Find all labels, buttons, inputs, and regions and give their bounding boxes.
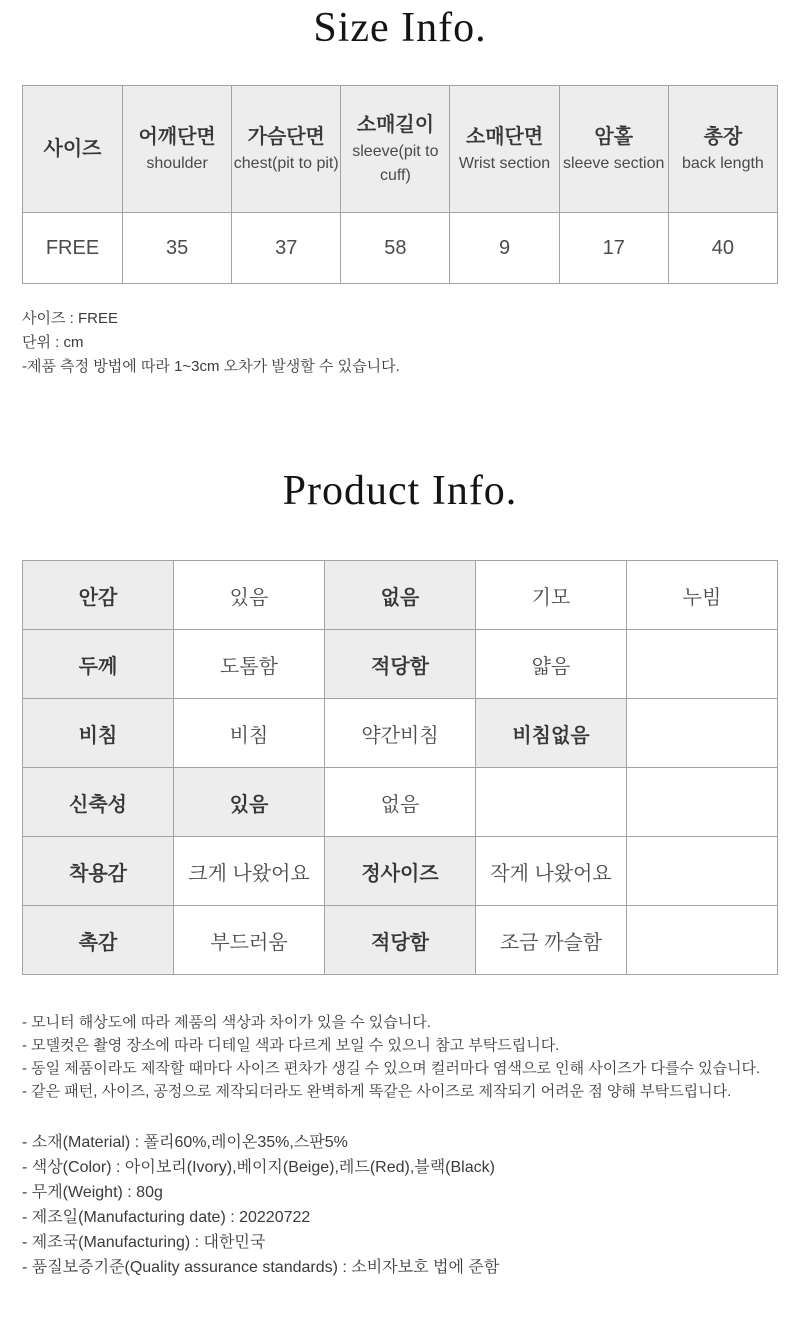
- size-header-korean: 어깨단면: [138, 126, 216, 148]
- size-header-cell: [23, 86, 123, 213]
- product-option-cell: 크게 나왔어요: [174, 837, 325, 906]
- product-option-cell: 누빔: [627, 561, 778, 630]
- product-option-cell: 있음: [174, 768, 325, 837]
- size-note-line: 단위 : cm: [22, 334, 84, 351]
- size-header-korean: 소매단면: [465, 126, 544, 148]
- size-note-line: -제품 측정 방법에 따라 1~3cm 오차가 발생할 수 있습니다.: [22, 358, 400, 375]
- product-option-cell: 도톰함: [174, 630, 325, 699]
- product-table-row: [23, 768, 778, 837]
- size-header-korean: 사이즈: [43, 138, 102, 160]
- care-note-line: - 같은 패턴, 사이즈, 공정으로 제작되더라도 완벽하게 똑같은 사이즈로 제작되기 어려운 점 양해 부탁드립니다.: [22, 1083, 732, 1100]
- product-table-row: [23, 906, 778, 975]
- detail-line-material: - 소재(Material) : 폴리60%,레이온35%,스판5%: [22, 1134, 348, 1151]
- product-table: [22, 560, 778, 975]
- product-option-cell: [627, 837, 778, 906]
- size-note-line: 사이즈 : FREE: [22, 310, 118, 327]
- product-option-cell: 약간비침: [325, 699, 476, 768]
- size-value-cell: 40: [668, 213, 777, 284]
- size-header-korean: 가슴단면: [247, 126, 325, 148]
- size-table: [22, 85, 778, 284]
- size-header-cell: [341, 86, 450, 213]
- size-header-english: back length: [681, 155, 764, 172]
- product-option-cell: 얇음: [476, 630, 627, 699]
- care-note-line: - 모니터 해상도에 따라 제품의 색상과 차이가 있을 수 있습니다.: [22, 1014, 431, 1031]
- size-value-cell: 37: [232, 213, 341, 284]
- size-table-value-row: [23, 213, 778, 284]
- detail-line-manufacturing-country: - 제조국(Manufacturing) : 대한민국: [22, 1234, 266, 1251]
- product-table-row: [23, 699, 778, 768]
- size-header-cell: [559, 86, 668, 213]
- product-table-row: [23, 561, 778, 630]
- size-value-cell: 35: [123, 213, 232, 284]
- product-option-cell: 있음: [174, 561, 325, 630]
- care-notes: [22, 1011, 778, 1103]
- size-header-english: sleeve section: [563, 155, 665, 172]
- product-option-cell: 비침없음: [476, 699, 627, 768]
- product-option-cell: [627, 630, 778, 699]
- size-value-cell: 17: [559, 213, 668, 284]
- detail-line-manufacturing-date: - 제조일(Manufacturing date) : 20220722: [22, 1209, 311, 1226]
- product-option-cell: [476, 768, 627, 837]
- product-option-cell: 조금 까슬함: [476, 906, 627, 975]
- product-detail-list: [22, 1130, 778, 1280]
- product-option-cell: [627, 906, 778, 975]
- size-header-cell: [450, 86, 559, 213]
- size-header-korean: 소매길이: [356, 114, 435, 136]
- product-row-label: 신축성: [23, 768, 174, 837]
- product-option-cell: 적당함: [325, 630, 476, 699]
- detail-line-quality-standard: - 품질보증기준(Quality assurance standards) : 소비자보호 법에 준함: [22, 1259, 500, 1276]
- care-note-line: - 동일 제품이라도 제작할 때마다 사이즈 편차가 생길 수 있으며 컬러마다 염색으로 인해 사이즈가 다를수 있습니다.: [22, 1060, 761, 1077]
- product-option-cell: [627, 768, 778, 837]
- product-option-cell: 작게 나왔어요: [476, 837, 627, 906]
- product-table-row: [23, 837, 778, 906]
- product-table-row: [23, 630, 778, 699]
- product-option-cell: 비침: [174, 699, 325, 768]
- size-header-english: shoulder: [146, 155, 208, 172]
- size-info-title: Size Info.: [313, 5, 487, 51]
- size-value-cell: 58: [341, 213, 450, 284]
- size-header-korean: 암홀: [594, 126, 634, 148]
- size-header-english: chest(pit to pit): [233, 155, 339, 172]
- size-value-cell: 9: [450, 213, 559, 284]
- detail-line-color: - 색상(Color) : 아이보리(Ivory),베이지(Beige),레드(Red),블랙(Black): [22, 1159, 495, 1176]
- size-header-english: sleeve(pit to cuff): [352, 143, 439, 184]
- product-option-cell: 기모: [476, 561, 627, 630]
- product-option-cell: 없음: [325, 561, 476, 630]
- size-notes: [22, 307, 778, 379]
- size-table-header-row: [23, 86, 778, 213]
- size-value-cell: FREE: [23, 213, 123, 284]
- size-header-english: Wrist section: [458, 155, 551, 172]
- product-option-cell: 없음: [325, 768, 476, 837]
- size-header-cell: [668, 86, 777, 213]
- product-option-cell: [627, 699, 778, 768]
- care-note-line: - 모델컷은 촬영 장소에 따라 디테일 색과 다르게 보일 수 있으니 참고 부탁드립니다.: [22, 1037, 560, 1054]
- product-option-cell: 적당함: [325, 906, 476, 975]
- detail-line-weight: - 무게(Weight) : 80g: [22, 1184, 163, 1201]
- product-row-label: 착용감: [23, 837, 174, 906]
- product-info-title: Product Info.: [282, 468, 518, 514]
- product-row-label: 촉감: [23, 906, 174, 975]
- product-row-label: 두께: [23, 630, 174, 699]
- size-header-cell: [232, 86, 341, 213]
- product-row-label: 비침: [23, 699, 174, 768]
- product-option-cell: 부드러움: [174, 906, 325, 975]
- size-header-cell: [123, 86, 232, 213]
- product-option-cell: 정사이즈: [325, 837, 476, 906]
- size-header-korean: 총장: [703, 126, 743, 148]
- product-row-label: 안감: [23, 561, 174, 630]
